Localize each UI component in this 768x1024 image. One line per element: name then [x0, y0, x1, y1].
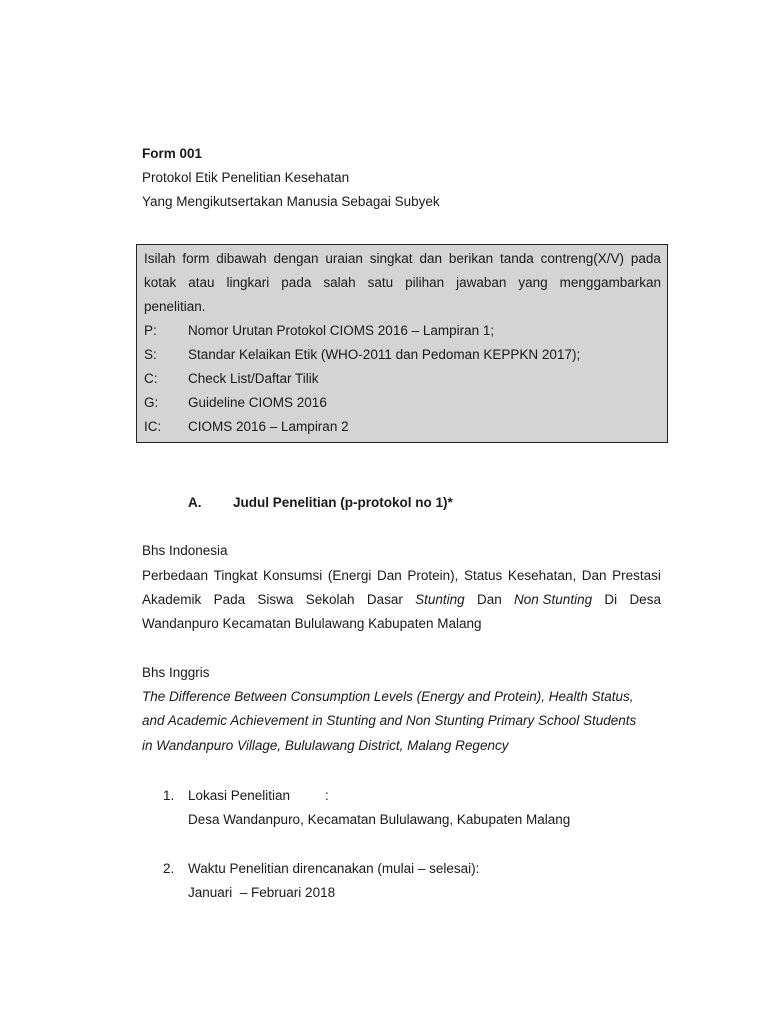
- word: form: [182, 251, 210, 266]
- legend-code: S:: [144, 347, 157, 362]
- word: menggambarkan: [559, 275, 661, 290]
- item-colon: :: [325, 788, 329, 803]
- legend-description: CIOMS 2016 – Lampiran 2: [188, 419, 349, 434]
- instruction-box: [136, 244, 668, 443]
- word: pada: [630, 251, 661, 266]
- english-label: Bhs Inggris: [142, 665, 210, 680]
- legend-description: Standar Kelaikan Etik (WHO-2011 dan Pedoman KEPPKN 2017);: [188, 347, 581, 362]
- word: tanda: [500, 251, 534, 266]
- word: lingkari: [226, 275, 270, 290]
- section-heading: Judul Penelitian (p-protokol no 1)*: [233, 495, 453, 510]
- word: Akademik: [142, 592, 202, 607]
- legend-code: C:: [144, 371, 158, 386]
- english-title-line-2: and Academic Achievement in Stunting and Non Stunting Primary School Students: [142, 713, 637, 728]
- word: atau: [188, 275, 215, 290]
- item-value-location: Desa Wandanpuro, Kecamatan Bululawang, Kabupaten Malang: [188, 812, 571, 827]
- word: berikan: [448, 251, 494, 266]
- word: Protein),: [407, 568, 459, 583]
- form-title-line-2: Yang Mengikutsertakan Manusia Sebagai Subyek: [142, 194, 440, 209]
- legend-code: G:: [144, 395, 159, 410]
- word: uraian: [325, 251, 363, 266]
- english-title-line-3: in Wandanpuro Village, Bululawang District, Malang Regency: [142, 738, 509, 753]
- word: Pada: [213, 592, 246, 607]
- word: Dan: [581, 568, 607, 583]
- indonesian-title-line-2: [142, 591, 661, 609]
- instruction-line-2: [144, 274, 661, 292]
- word: dibawah: [216, 251, 267, 266]
- word: (Energi: [327, 568, 372, 583]
- word: Perbedaan: [142, 568, 209, 583]
- legend-code: IC:: [144, 419, 162, 434]
- word: Stunting: [415, 592, 465, 607]
- word: pilihan: [405, 275, 445, 290]
- word: Desa: [629, 592, 661, 607]
- word: Siswa: [257, 592, 294, 607]
- word: Prestasi: [612, 568, 661, 583]
- word: singkat: [369, 251, 413, 266]
- word: Dan: [377, 568, 402, 583]
- word: Dasar: [366, 592, 403, 607]
- word: Tingkat: [213, 568, 258, 583]
- word: Konsumsi: [263, 568, 323, 583]
- word: Isilah: [144, 251, 176, 266]
- legend-description: Nomor Urutan Protokol CIOMS 2016 – Lampiran 1;: [188, 323, 495, 338]
- word: jawaban: [456, 275, 507, 290]
- word: Status: [464, 568, 503, 583]
- word: Kesehatan,: [507, 568, 577, 583]
- word: contreng(X/V): [540, 251, 624, 266]
- word: dan: [419, 251, 442, 266]
- form-title-line-1: Protokol Etik Penelitian Kesehatan: [142, 170, 350, 185]
- instruction-line-3: penelitian.: [144, 299, 206, 314]
- word: Sekolah: [305, 592, 355, 607]
- item-number: 1.: [163, 788, 175, 803]
- word: kotak: [144, 275, 177, 290]
- form-number: Form 001: [142, 146, 203, 161]
- word: salah: [323, 275, 356, 290]
- legend-code: P:: [144, 323, 157, 338]
- indonesian-title-line-1: [142, 567, 661, 585]
- word: satu: [367, 275, 394, 290]
- item-label-location: Lokasi Penelitian: [188, 788, 291, 803]
- word: yang: [518, 275, 548, 290]
- legend-description: Check List/Daftar Tilik: [188, 371, 319, 386]
- item-value-time: Januari – Februari 2018: [188, 885, 336, 900]
- indonesian-label: Bhs Indonesia: [142, 543, 228, 558]
- section-marker: A.: [188, 495, 202, 510]
- english-title-line-1: The Difference Between Consumption Levels (Energy and Protein), Health Status,: [142, 689, 634, 704]
- instruction-line-1: [144, 250, 661, 268]
- word: Dan: [476, 592, 502, 607]
- word: dengan: [273, 251, 319, 266]
- word: Di: [604, 592, 618, 607]
- item-number: 2.: [163, 861, 175, 876]
- word: pada: [281, 275, 312, 290]
- legend-description: Guideline CIOMS 2016: [188, 395, 327, 410]
- item-label-time: Waktu Penelitian direncanakan (mulai – selesai):: [188, 861, 480, 876]
- indonesian-title-line-3: Wandanpuro Kecamatan Bululawang Kabupaten Malang: [142, 616, 482, 631]
- word: Non Stunting: [514, 592, 593, 607]
